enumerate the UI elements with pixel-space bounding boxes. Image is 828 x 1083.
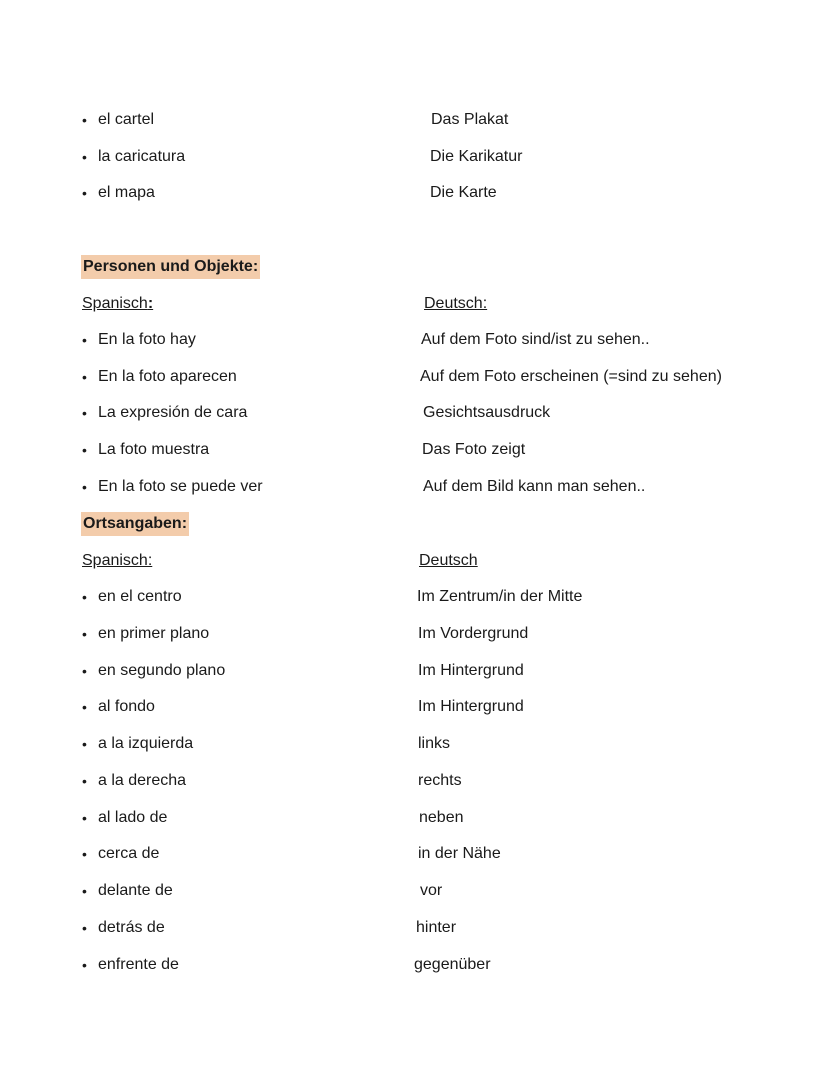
bullet-icon: •	[82, 699, 87, 715]
list-item	[0, 732, 828, 756]
bullet-icon: •	[82, 883, 87, 899]
bullet-icon: •	[82, 405, 87, 421]
spanish-term: la caricatura	[98, 148, 186, 165]
german-term: links	[418, 735, 451, 752]
bullet-icon: •	[82, 185, 87, 201]
spanish-term: el mapa	[98, 184, 155, 201]
spanish-term: La expresión de cara	[98, 404, 248, 421]
list-item	[0, 622, 828, 646]
list-item	[0, 953, 828, 977]
list-item	[0, 365, 828, 389]
german-term: rechts	[418, 772, 462, 789]
german-term: Im Zentrum/in der Mitte	[417, 588, 583, 605]
spanish-term: en el centro	[98, 588, 182, 605]
bullet-icon: •	[82, 149, 87, 165]
spanish-term: delante de	[98, 882, 173, 899]
list-item	[0, 438, 828, 462]
german-term: gegenüber	[414, 956, 491, 973]
german-term: Gesichtsausdruck	[423, 404, 551, 421]
section-title-ortsangaben: Ortsangaben:	[81, 512, 189, 536]
spanish-term: al fondo	[98, 698, 155, 715]
column-headers	[0, 549, 828, 573]
spanish-term: al lado de	[98, 809, 168, 826]
spanish-term: el cartel	[98, 111, 155, 128]
list-item	[0, 145, 828, 169]
bullet-icon: •	[82, 810, 87, 826]
list-item	[0, 401, 828, 425]
list-item	[0, 181, 828, 205]
spanish-term: En la foto hay	[98, 331, 196, 348]
bullet-icon: •	[82, 589, 87, 605]
bullet-icon: •	[82, 736, 87, 752]
header-german: Deutsch:	[424, 295, 488, 312]
bullet-icon: •	[82, 442, 87, 458]
bullet-icon: •	[82, 663, 87, 679]
list-item	[0, 879, 828, 903]
header-spanish: Spanisch:	[82, 295, 154, 312]
german-term: Auf dem Bild kann man sehen..	[423, 478, 646, 495]
german-term: vor	[420, 882, 443, 899]
list-item	[0, 769, 828, 793]
header-german: Deutsch	[419, 552, 478, 569]
bullet-icon: •	[82, 479, 87, 495]
bullet-icon: •	[82, 920, 87, 936]
german-term: hinter	[416, 919, 457, 936]
list-item	[0, 585, 828, 609]
spanish-term: enfrente de	[98, 956, 179, 973]
german-term: neben	[419, 809, 464, 826]
spanish-term: En la foto se puede ver	[98, 478, 263, 495]
spanish-term: En la foto aparecen	[98, 368, 237, 385]
spanish-term: en segundo plano	[98, 662, 226, 679]
list-item	[0, 475, 828, 499]
bullet-icon: •	[82, 957, 87, 973]
german-term: Im Hintergrund	[418, 662, 524, 679]
german-term: Im Vordergrund	[418, 625, 529, 642]
bullet-icon: •	[82, 112, 87, 128]
spanish-term: a la izquierda	[98, 735, 194, 752]
list-item	[0, 842, 828, 866]
german-term: Auf dem Foto erscheinen (=sind zu sehen)	[420, 368, 722, 385]
list-item	[0, 108, 828, 132]
section-title-personen-objekte: Personen und Objekte:	[81, 255, 260, 279]
spanish-term: detrás de	[98, 919, 165, 936]
german-term: Das Foto zeigt	[422, 441, 526, 458]
bullet-icon: •	[82, 332, 87, 348]
bullet-icon: •	[82, 626, 87, 642]
german-term: Die Karte	[430, 184, 497, 201]
bullet-icon: •	[82, 773, 87, 789]
german-term: Die Karikatur	[430, 148, 523, 165]
spanish-term: en primer plano	[98, 625, 210, 642]
spanish-term: cerca de	[98, 845, 160, 862]
list-item	[0, 916, 828, 940]
spanish-term: a la derecha	[98, 772, 187, 789]
column-headers	[0, 292, 828, 316]
list-item	[0, 806, 828, 830]
header-spanish: Spanisch:	[82, 552, 153, 569]
list-item	[0, 659, 828, 683]
spanish-term: La foto muestra	[98, 441, 210, 458]
bullet-icon: •	[82, 369, 87, 385]
bullet-icon: •	[82, 846, 87, 862]
german-term: Auf dem Foto sind/ist zu sehen..	[421, 331, 650, 348]
german-term: Das Plakat	[431, 111, 509, 128]
list-item	[0, 695, 828, 719]
german-term: Im Hintergrund	[418, 698, 524, 715]
list-item	[0, 328, 828, 352]
german-term: in der Nähe	[418, 845, 501, 862]
